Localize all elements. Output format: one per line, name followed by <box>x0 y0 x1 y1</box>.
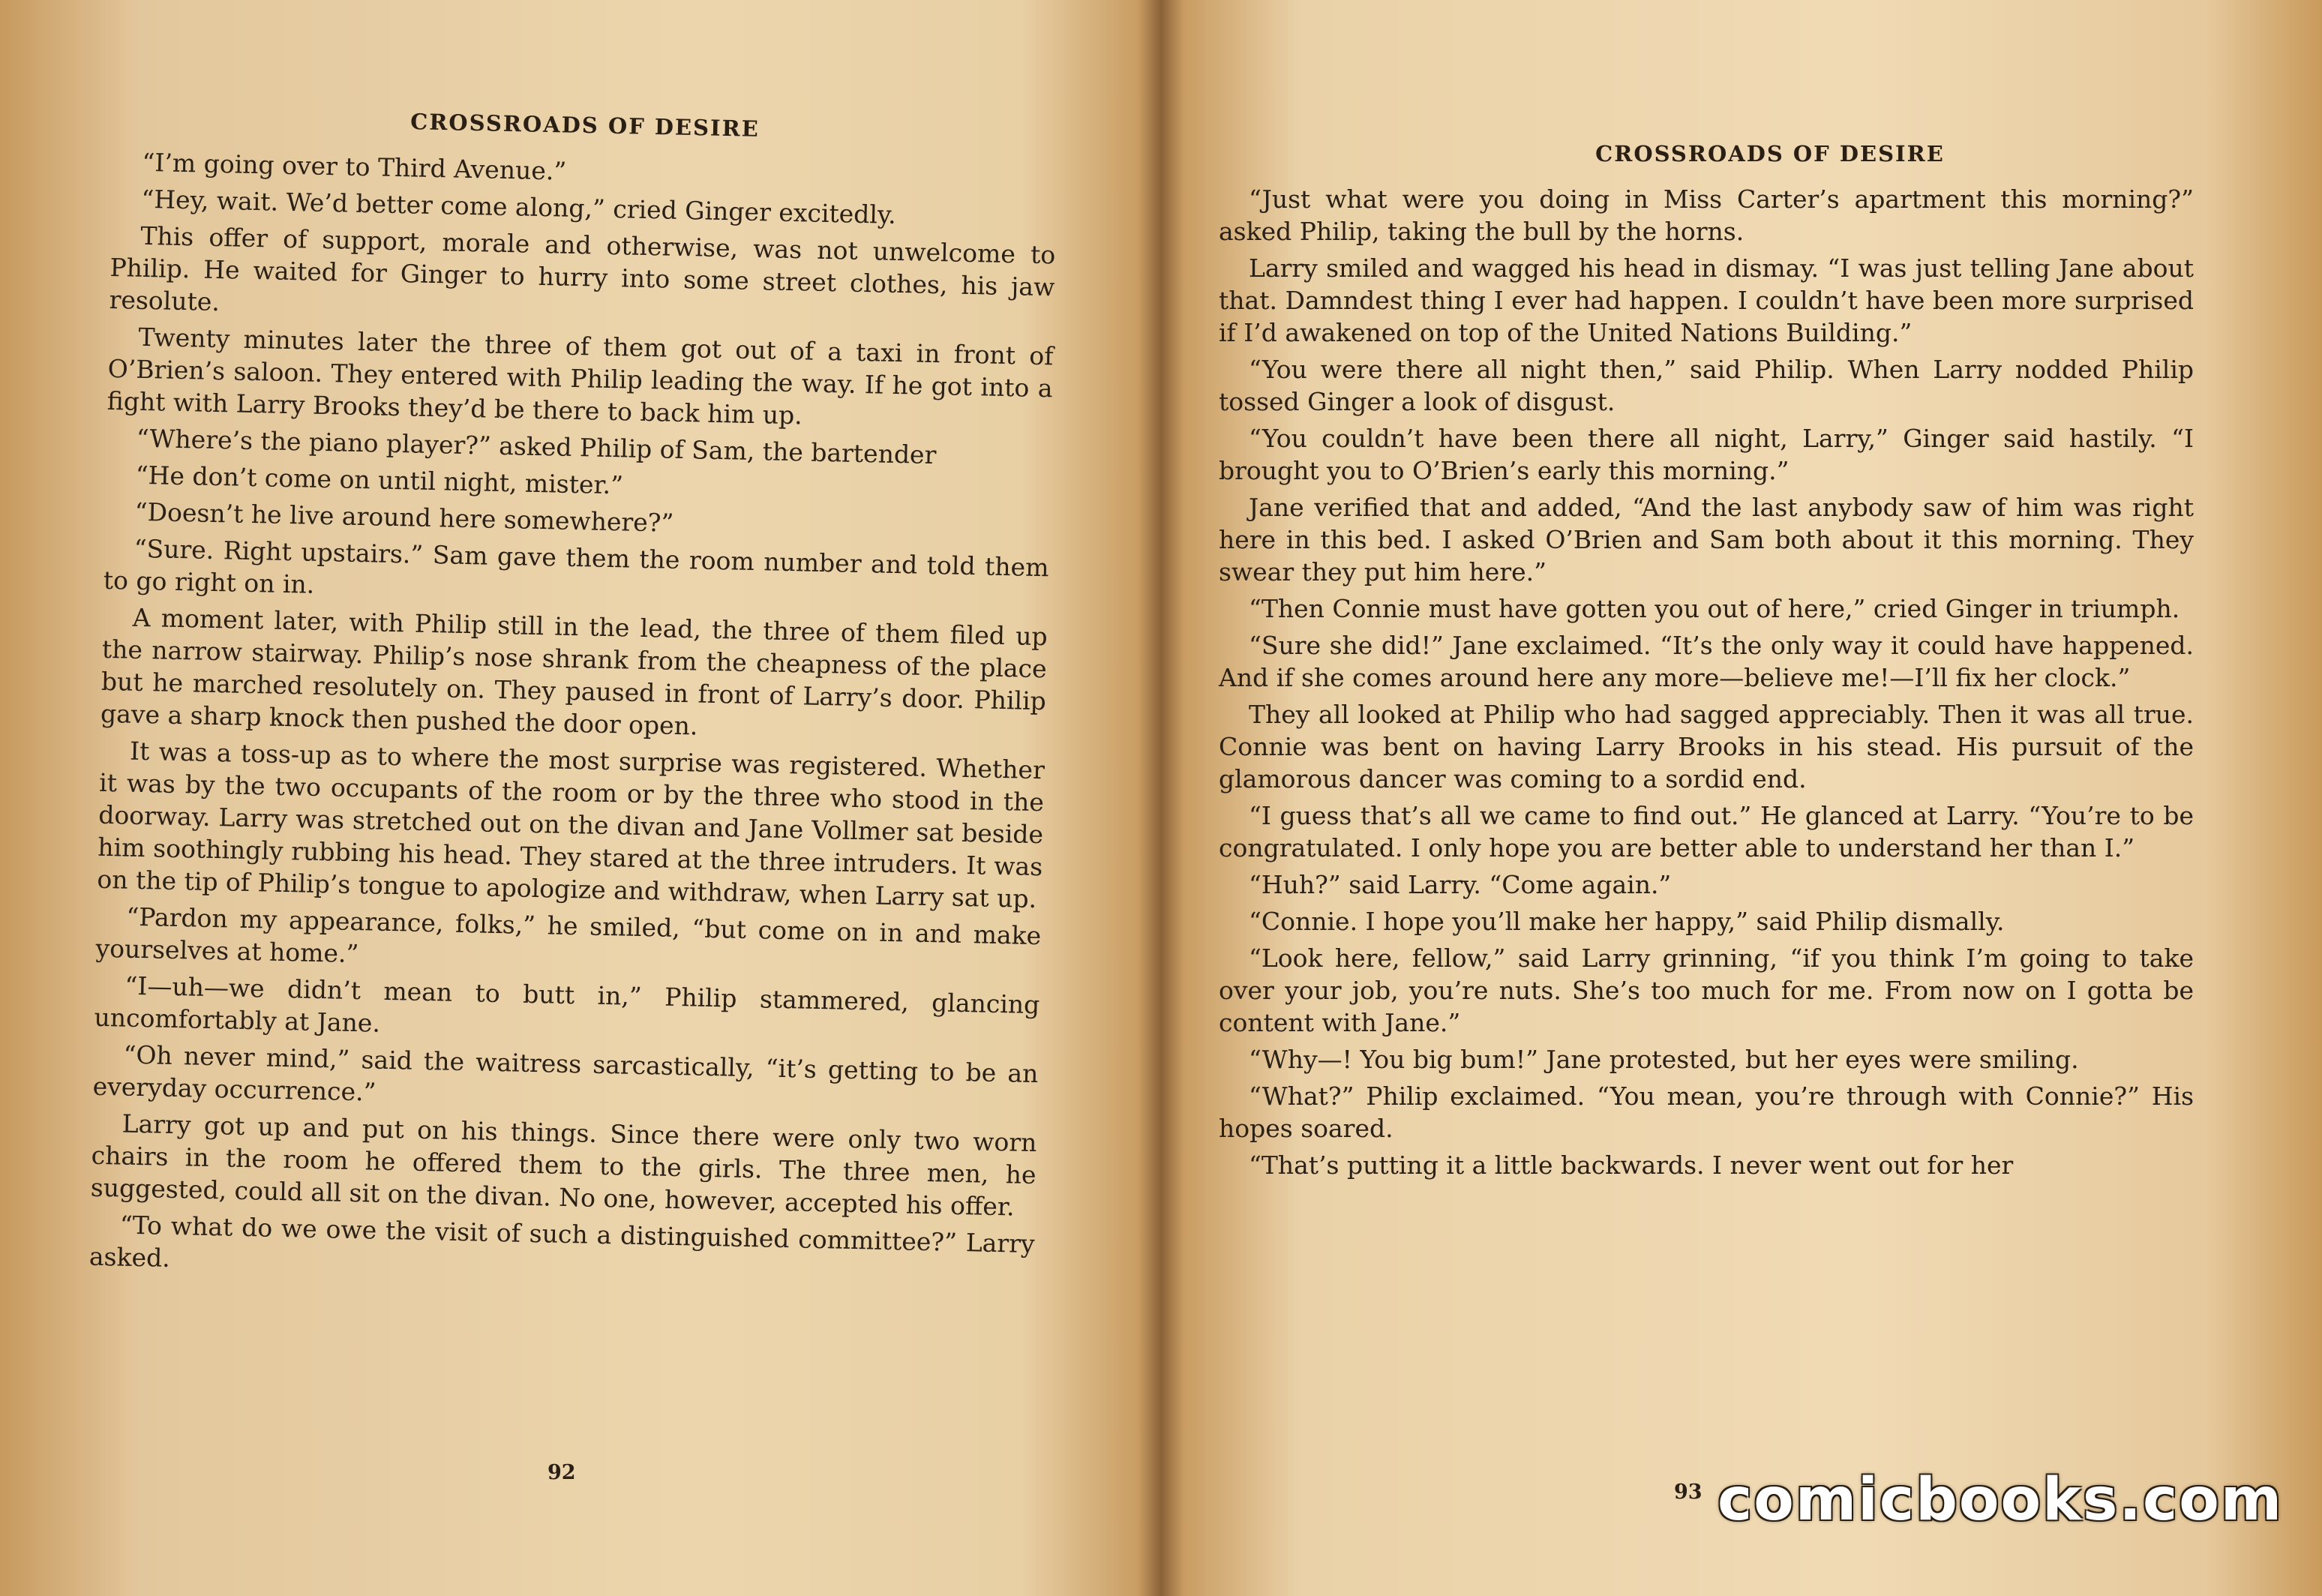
right-page <box>1170 0 2322 1596</box>
page-number: 92 <box>548 1461 576 1484</box>
paragraph: It was a toss-up as to where the most surprise was registered. Whether it was by the two occupants of the room or by the three who stood in the doorway. Larry was stretched out on the divan and Jane Vollmer sat beside him soothingly rubbing his head. They stared at the three intruders. It was on the tip of Philip’s tongue to apologize and withdraw, when Larry sat up. <box>97 736 1046 914</box>
running-head: CROSSROADS OF DESIRE <box>410 109 760 142</box>
paragraph: “Connie. I hope you’ll make her happy,” said Philip dismally. <box>1249 907 2005 936</box>
paragraph: “He don’t come on until night, mister.” <box>135 460 624 500</box>
page-number: 93 <box>1674 1480 1702 1504</box>
paragraph: “Doesn’t he live around here somewhere?” <box>134 496 674 538</box>
paragraph: “That’s putting it a little backwards. I never went out for her <box>1249 1150 2014 1180</box>
paragraph: “Why—! You big bum!” Jane protested, but her eyes were smiling. <box>1249 1045 2079 1074</box>
paragraph: “Oh never mind,” said the waitress sarcastically, “it’s getting to be an everyday occurrence.” <box>92 1040 1039 1107</box>
paragraph: “Huh?” said Larry. “Come again.” <box>1249 870 1672 899</box>
paragraph: “Sure she did!” Jane exclaimed. “It’s the only way it could have happened. And if she comes around here any more—believe me!—I’ll fix her clock.” <box>1219 631 2194 692</box>
paragraph: “You couldn’t have been there all night, Larry,” Ginger said hastily. “I brought you to O’Brien’s early this morning.” <box>1219 424 2194 485</box>
paragraph: “Hey, wait. We’d better come along,” cried Ginger excitedly. <box>141 184 897 230</box>
paragraph: “Pardon my appearance, folks,” he smiled, “but come on in and make yourselves at home.” <box>95 902 1042 969</box>
paragraph: “Just what were you doing in Miss Carter’s apartment this morning?” asked Philip, taking the bull by the horns. <box>1219 184 2194 246</box>
paragraph: Larry got up and put on his things. Since there were only two worn chairs in the room he offered them to the girls. The three men, he suggested, could all sit on the divan. No one, however, accepted his offer. <box>90 1108 1037 1222</box>
left-page <box>0 0 1140 1596</box>
paragraph: “I’m going over to Third Avenue.” <box>142 147 567 186</box>
paragraph: Jane verified that and added, “And the last anybody saw of him was right here in this bed. I asked O’Brien and Sam both about it this morning. They swear they put him here.” <box>1219 493 2194 586</box>
paragraph: “Then Connie must have gotten you out of here,” cried Ginger in triumph. <box>1249 594 2180 623</box>
paragraph: “I guess that’s all we came to find out.” He glanced at Larry. “You’re to be congratulated. I only hope you are better able to understand her than I.” <box>1219 801 2194 862</box>
running-head: CROSSROADS OF DESIRE <box>1595 141 1945 166</box>
paragraph: “What?” Philip exclaimed. “You mean, you’re through with Connie?” His hopes soared. <box>1219 1082 2194 1143</box>
watermark-logo: comicbooks.com <box>1718 1466 2284 1534</box>
paragraph: Twenty minutes later the three of them got out of a taxi in front of O’Brien’s saloon. They entered with Philip leading the way. If he got into a fight with Larry Brooks they’d be there to back him up. <box>106 322 1054 430</box>
paragraph: “I—uh—we didn’t mean to butt in,” Philip stammered, glancing uncomfortably at Jane. <box>94 970 1040 1038</box>
paragraph: They all looked at Philip who had sagged appreciably. Then it was all true. Connie was bent on having Larry Brooks in his stead. His pursuit of the glamorous dancer was coming to a sordid end. <box>1219 700 2194 794</box>
paragraph: A moment later, with Philip still in the lead, the three of them filed up the narrow stairway. Philip’s nose shrank from the cheapness of the place but he marched resolutely on. They paused in front of Larry’s door. Philip gave a sharp knock then pushed the door open. <box>100 602 1048 741</box>
paragraph: “Look here, fellow,” said Larry grinning, “if you think I’m going to take over your job, you’re nuts. She’s too much for me. From now on I gotta be content with Jane.” <box>1219 944 2194 1037</box>
paragraph: “Where’s the piano player?” asked Philip of Sam, the bartender <box>136 423 937 470</box>
body-text <box>88 146 1057 1297</box>
paragraph: “To what do we owe the visit of such a distinguished committee?” Larry asked. <box>88 1210 1036 1273</box>
paragraph: This offer of support, morale and otherwise, was not unwelcome to Philip. He waited for Ginger to hurry into some street clothes, his jaw resolute. <box>109 220 1056 317</box>
paragraph: “Sure. Right upstairs.” Sam gave them the room number and told them to go right on in. <box>103 533 1049 599</box>
paragraph: Larry smiled and wagged his head in dismay. “I was just telling Jane about that. Damndest thing I ever had happen. I couldn’t have been more surprised if I’d awakened on top of the United Nations Building.” <box>1219 254 2194 347</box>
body-text <box>1219 183 2194 1186</box>
paragraph: “You were there all night then,” said Philip. When Larry nodded Philip tossed Ginger a look of disgust. <box>1219 355 2194 416</box>
